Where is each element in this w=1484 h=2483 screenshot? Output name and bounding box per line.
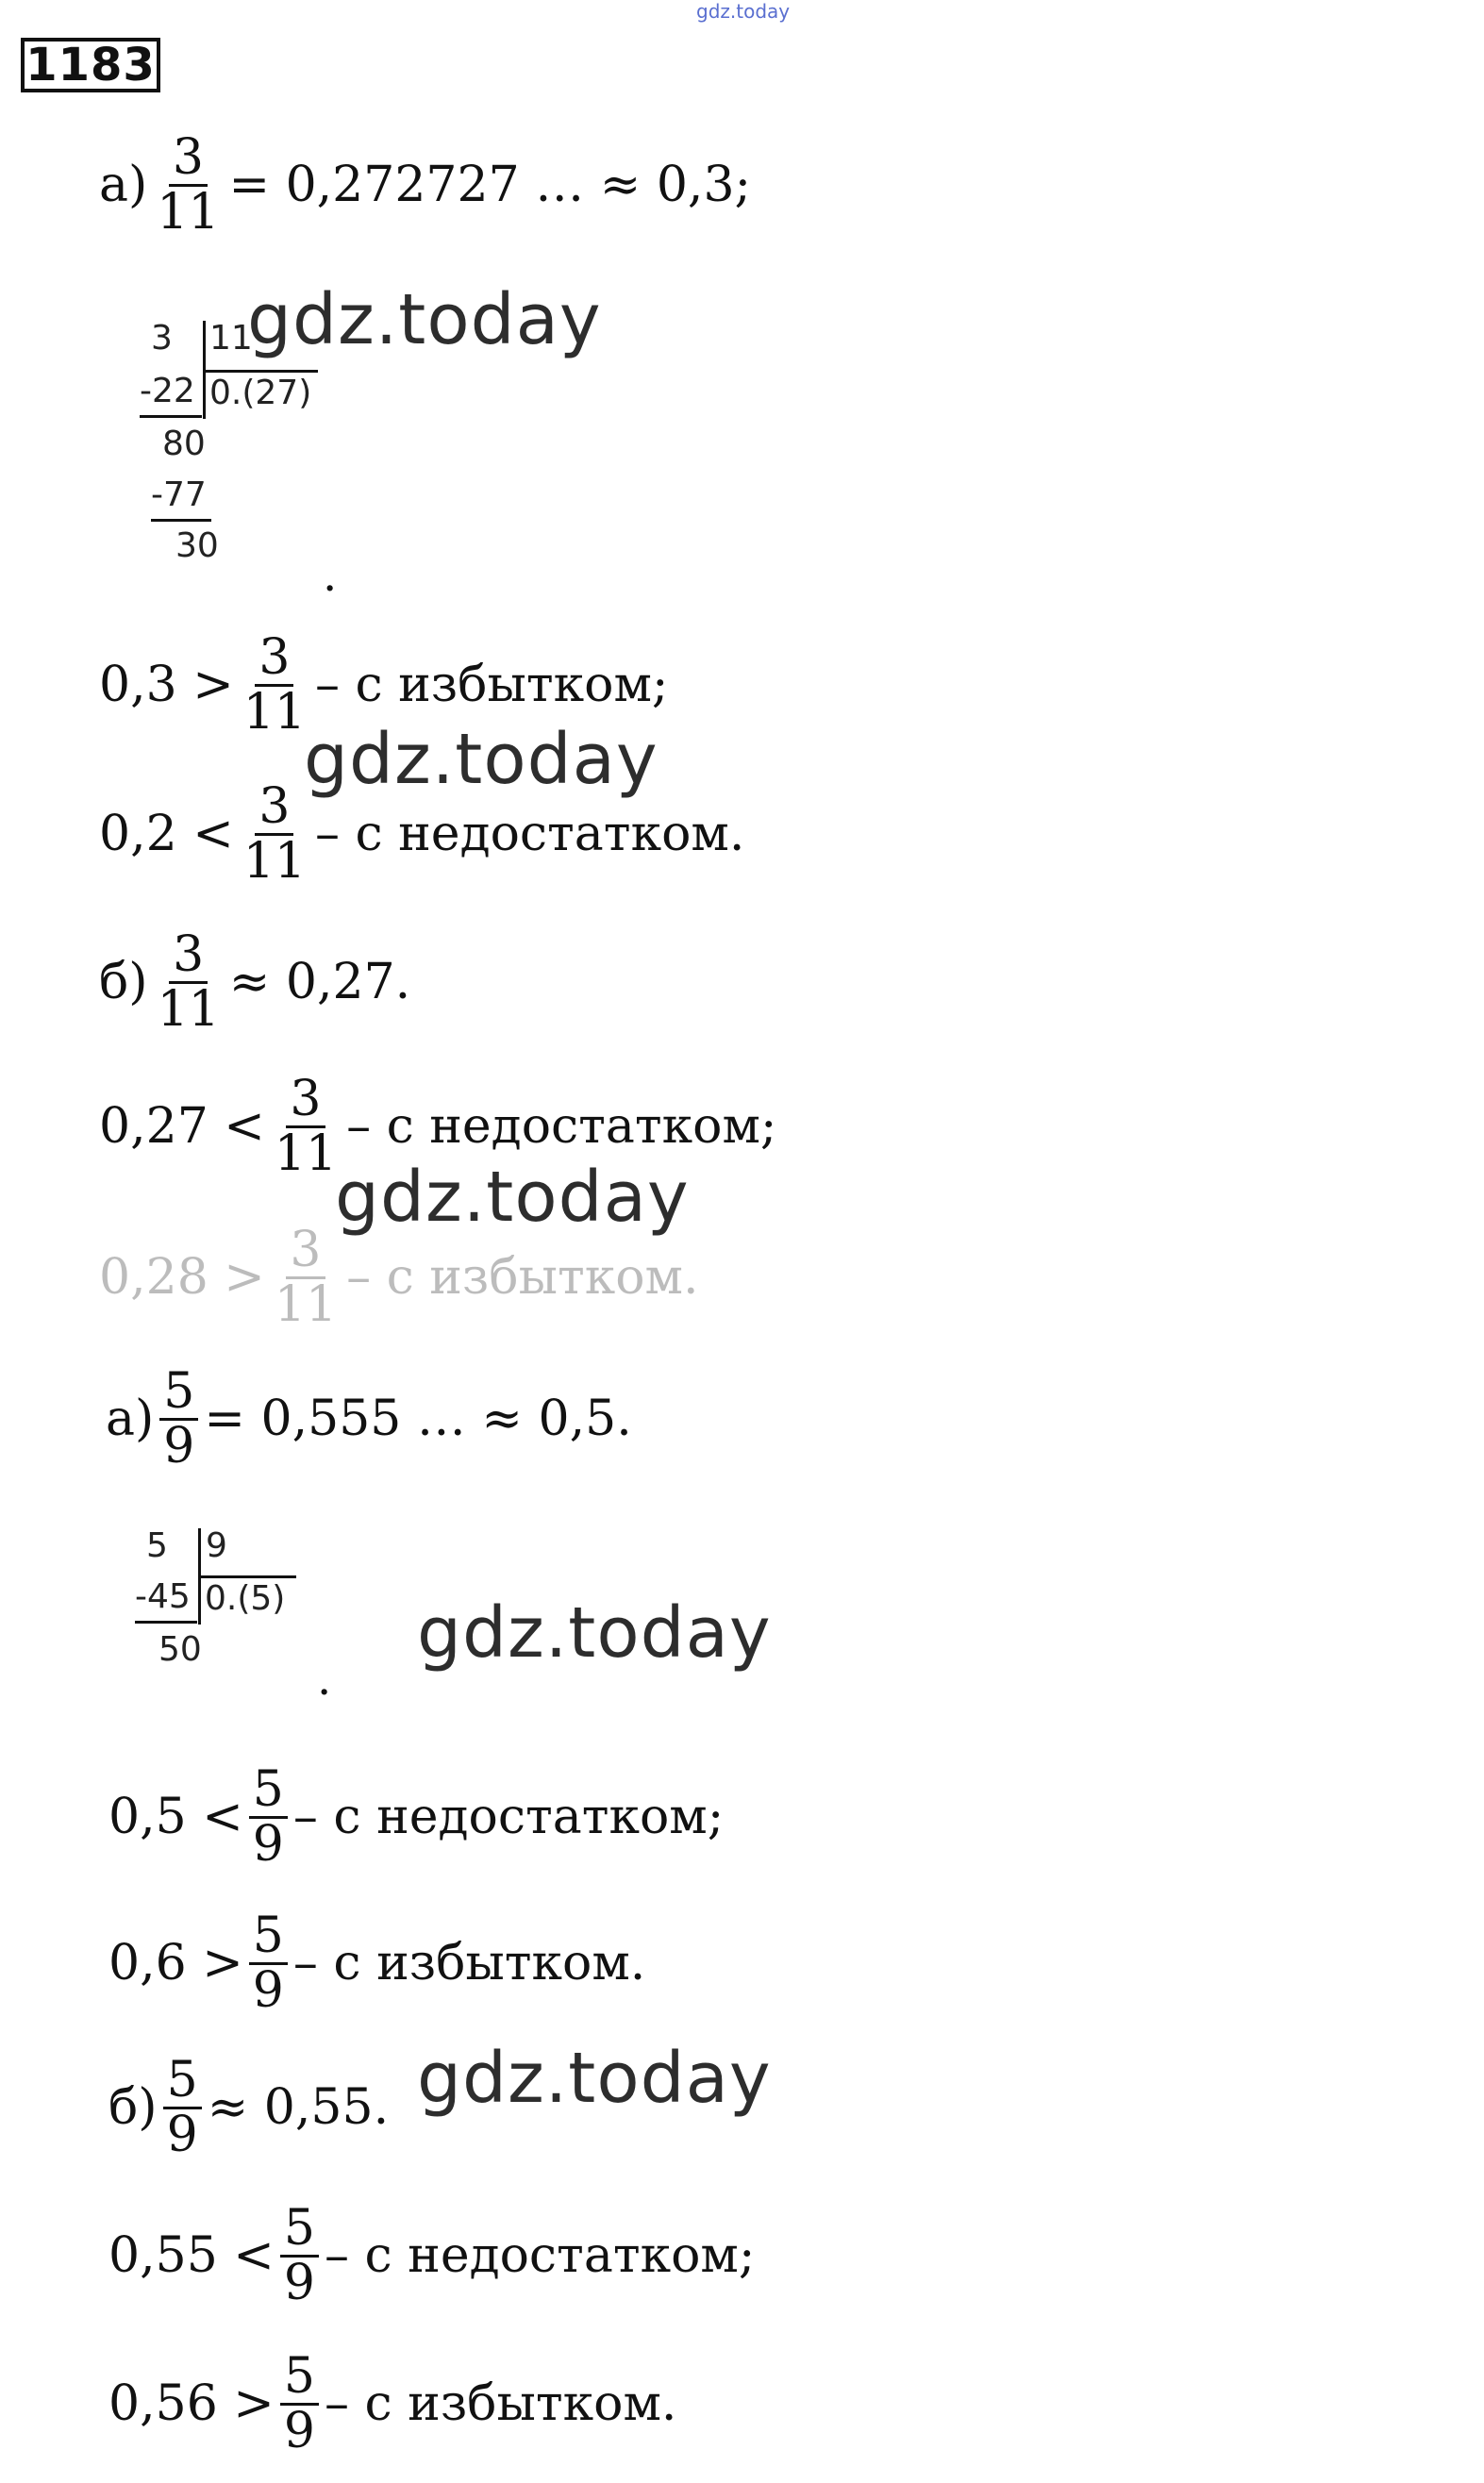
numerator: 3 xyxy=(169,929,208,984)
fraction xyxy=(271,1222,341,1333)
numerator: 3 xyxy=(286,1074,325,1128)
quotient-line xyxy=(198,1575,296,1578)
numerator: 3 xyxy=(286,1225,325,1279)
denominator: 11 xyxy=(274,1275,338,1333)
watermark: gdz.today xyxy=(335,1157,690,1238)
numerator: 5 xyxy=(163,2055,202,2109)
comparison-line-faded xyxy=(99,1222,699,1333)
dot: . xyxy=(317,1653,332,1706)
comparison-text: – с недостатком; xyxy=(292,1789,725,1846)
comparison-text: – с избытком. xyxy=(324,2375,677,2433)
watermark: gdz.today xyxy=(417,2038,772,2119)
part2-a-label: а) xyxy=(106,1391,155,1448)
subtract-step: -77 xyxy=(151,475,207,514)
comparison-left: 0,56 > xyxy=(108,2375,275,2433)
comparison-line xyxy=(108,2200,756,2311)
dot: . xyxy=(323,549,338,602)
comparison-left: 0,55 < xyxy=(108,2227,275,2285)
denominator: 11 xyxy=(242,683,306,741)
fraction xyxy=(280,2348,319,2459)
comparison-line xyxy=(108,1761,725,1873)
numerator: 5 xyxy=(280,2351,319,2406)
expression: = 0,555 … ≈ 0,5. xyxy=(204,1391,632,1448)
denominator: 11 xyxy=(242,832,306,890)
numerator: 3 xyxy=(255,781,293,836)
part1-b-label: б) xyxy=(99,954,148,1011)
expression: = 0,272727 … ≈ 0,3; xyxy=(228,157,752,214)
denominator: 9 xyxy=(252,1961,284,2019)
expression: ≈ 0,27. xyxy=(228,954,411,1011)
watermark: gdz.today xyxy=(417,1592,772,1674)
part2-b-line xyxy=(108,2052,390,2163)
denominator: 9 xyxy=(163,1417,195,1475)
watermark: gdz.today xyxy=(304,719,659,800)
numerator: 5 xyxy=(249,1764,288,1819)
denominator: 11 xyxy=(157,183,220,241)
comparison-left: 0,3 > xyxy=(99,657,234,714)
numerator: 5 xyxy=(280,2203,319,2258)
fraction xyxy=(249,1908,288,2019)
denominator: 11 xyxy=(157,980,220,1038)
denominator: 9 xyxy=(283,2402,315,2459)
fraction xyxy=(163,2052,202,2163)
quotient: 0.(5) xyxy=(205,1579,286,1618)
numerator: 3 xyxy=(255,632,293,687)
subtract-step: -45 xyxy=(135,1577,191,1616)
remainder: 30 xyxy=(175,526,219,565)
remainder: 50 xyxy=(158,1630,202,1669)
fraction xyxy=(249,1761,288,1873)
fraction xyxy=(159,1363,198,1475)
denominator: 9 xyxy=(252,1815,284,1873)
comparison-text: – с избытком; xyxy=(314,657,669,714)
underline xyxy=(151,519,211,522)
comparison-text: – с недостатком. xyxy=(314,806,745,863)
subtract-step: -22 xyxy=(140,372,195,410)
quotient: 0.(27) xyxy=(209,374,312,412)
underline xyxy=(140,415,202,418)
part2-b-label: б) xyxy=(108,2079,158,2137)
fraction xyxy=(154,926,224,1038)
expression: ≈ 0,55. xyxy=(207,2079,390,2137)
numerator: 5 xyxy=(159,1366,198,1421)
watermark: gdz.today xyxy=(247,279,602,360)
numerator: 3 xyxy=(169,132,208,187)
part1-a-label: а) xyxy=(99,157,148,214)
comparison-left: 0,27 < xyxy=(99,1098,265,1156)
dividend: 3 xyxy=(151,319,173,358)
fraction xyxy=(240,629,309,741)
watermark-top: gdz.today xyxy=(696,0,791,23)
part1-b-line xyxy=(99,926,411,1038)
part2-a-line xyxy=(106,1363,632,1475)
comparison-left: 0,28 > xyxy=(99,1249,265,1307)
comparison-left: 0,6 > xyxy=(108,1935,243,1992)
problem-number: 1183 xyxy=(21,38,160,92)
comparison-text: – с недостатком; xyxy=(346,1098,777,1156)
comparison-left: 0,2 < xyxy=(99,806,234,863)
numerator: 5 xyxy=(249,1910,288,1965)
fraction xyxy=(271,1071,341,1182)
fraction xyxy=(153,129,223,241)
dividend: 5 xyxy=(146,1526,168,1565)
denominator: 9 xyxy=(166,2106,198,2163)
comparison-text: – с избытком. xyxy=(346,1249,699,1307)
comparison-line xyxy=(108,2348,677,2459)
quotient-line xyxy=(203,370,318,373)
fraction xyxy=(280,2200,319,2311)
denominator: 11 xyxy=(274,1125,338,1182)
fraction xyxy=(240,778,309,890)
underline xyxy=(135,1621,197,1624)
comparison-text: – с избытком. xyxy=(292,1935,646,1992)
remainder: 80 xyxy=(162,425,206,463)
part1-a-line xyxy=(99,129,752,241)
divisor: 9 xyxy=(206,1526,227,1565)
comparison-text: – с недостатком; xyxy=(324,2227,756,2285)
comparison-line xyxy=(108,1908,646,2019)
denominator: 9 xyxy=(283,2254,315,2311)
divisor: 11 xyxy=(209,319,253,358)
comparison-left: 0,5 < xyxy=(108,1789,243,1846)
